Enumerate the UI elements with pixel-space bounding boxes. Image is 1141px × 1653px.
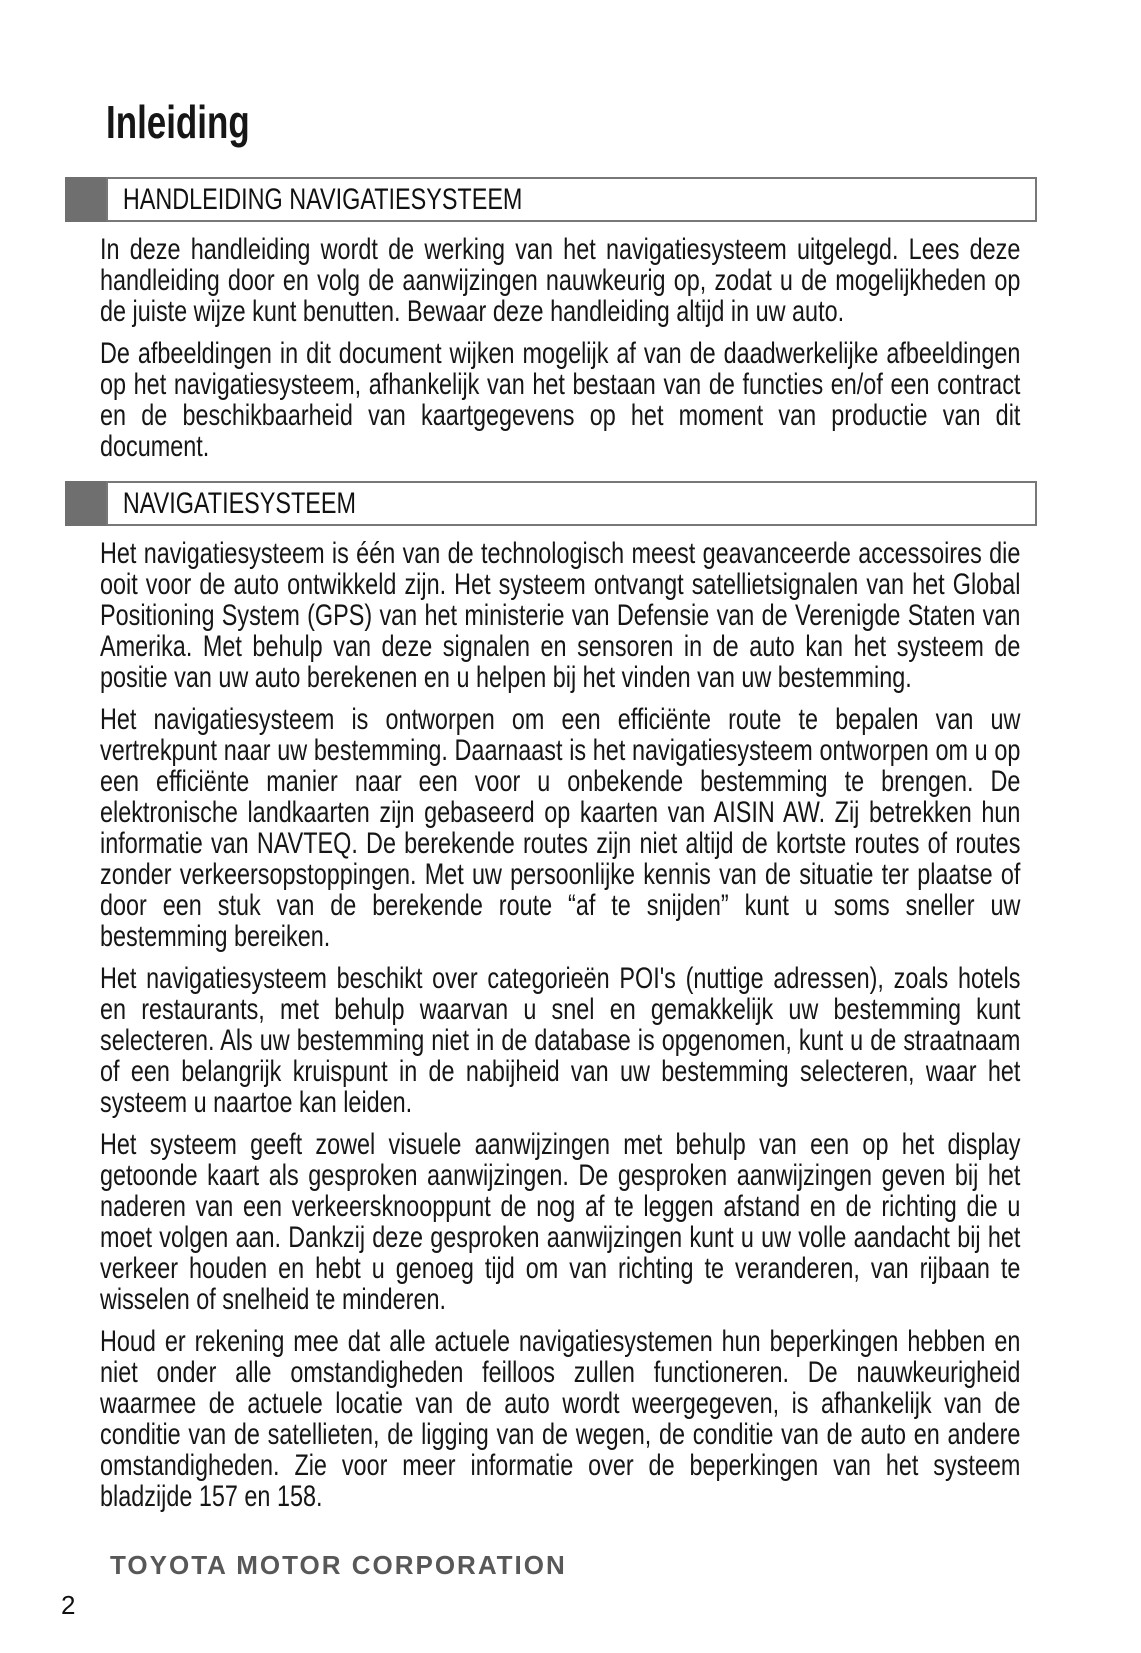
section-heading-box-navigatiesysteem [65,481,1037,526]
paragraph-nav-4: Het systeem geeft zowel visuele aanwijzingen met behulp van een op het display getoonde kaart als gesproken aanwijzingen. De gesproken aanwijzingen geven bij het naderen van een verkeersknooppunt de nog af te leggen afstand en de richting die u moet volgen aan. Dankzij deze gesproken aanwijzingen kunt u uw volle aandacht bij het verkeer houden en hebt u genoeg tijd om van richting te veranderen, van rijbaan te wisselen of snelheid te minderen. [100,1128,1021,1316]
section-heading-box-handleiding [65,177,1037,222]
section-heading: HANDLEIDING NAVIGATIESYSTEEM [122,183,523,216]
paragraph-nav-3: Het navigatiesysteem beschikt over categorieën POI's (nuttige adressen), zoals hotels en restaurants, met behulp waarvan u snel en gemakkelijk uw bestemming kunt selecteren. Als uw bestemming niet in de database is opgenomen, kunt u de straatnaam of een belangrijk kruispunt in de nabijheid van uw bestemming selecteren, waar het systeem u naartoe kan leiden. [100,962,1021,1119]
paragraph-intro-1: In deze handleiding wordt de werking van het navigatiesysteem uitgelegd. Lees deze handleiding door en volg de aanwijzingen nauwkeurig op, zodat u de mogelijkheden op de juiste wijze kunt benutten. Bewaar deze handleiding altijd in uw auto. [100,233,1021,328]
heading-frame [106,177,1037,222]
paragraph-intro-2: De afbeeldingen in dit document wijken mogelijk af van de daadwerkelijke afbeeldingen op het navigatiesysteem, afhankelijk van het bestaan van de functies en/of een contract en de beschikbaarheid van kaartgegevens op het moment van productie van dit document. [100,337,1021,463]
heading-tab-marker [65,481,106,526]
section-heading: NAVIGATIESYSTEEM [122,487,357,520]
page-number: 2 [61,1590,76,1620]
page-content [0,177,1141,1512]
paragraph-nav-5: Houd er rekening mee dat alle actuele navigatiesystemen hun beperkingen hebben en niet onder alle omstandigheden feilloos zullen functioneren. De nauwkeurigheid waarmee de actuele locatie van de auto wordt weergegeven, is afhankelijk van de conditie van de satellieten, de ligging van de wegen, de conditie van de auto en andere omstandigheden. Zie voor meer informatie over de beperkingen van het systeem bladzijde 157 en 158. [100,1325,1021,1513]
publisher-imprint: TOYOTA MOTOR CORPORATION [110,1550,567,1580]
paragraph-nav-2: Het navigatiesysteem is ontworpen om een efficiënte route te bepalen van uw vertrekpunt naar uw bestemming. Daarnaast is het navigatiesysteem ontworpen om u op een efficiënte manier naar een voor u onbekende bestemming te brengen. De elektronische landkaarten zijn gebaseerd op kaarten van AISIN AW. Zij betrekken hun informatie van NAVTEQ. De berekende routes zijn niet altijd de kortste routes of routes zonder verkeersopstoppingen. Met uw persoonlijke kennis van de situatie ter plaatse of door een stuk van de berekende route “af te snijden” kunt u soms sneller uw bestemming bereiken. [100,703,1021,953]
page-title: Inleiding [106,95,250,148]
heading-frame [106,481,1037,526]
paragraph-nav-1: Het navigatiesysteem is één van de technologisch meest geavanceerde accessoires die ooit voor de auto ontwikkeld zijn. Het systeem ontvangt satellietsignalen van het Global Positioning System (GPS) van het ministerie van Defensie van de Verenigde Staten van Amerika. Met behulp van deze signalen en sensoren in de auto kan het systeem de positie van uw auto berekenen en u helpen bij het vinden van uw bestemming. [100,537,1021,694]
heading-tab-marker [65,177,106,222]
